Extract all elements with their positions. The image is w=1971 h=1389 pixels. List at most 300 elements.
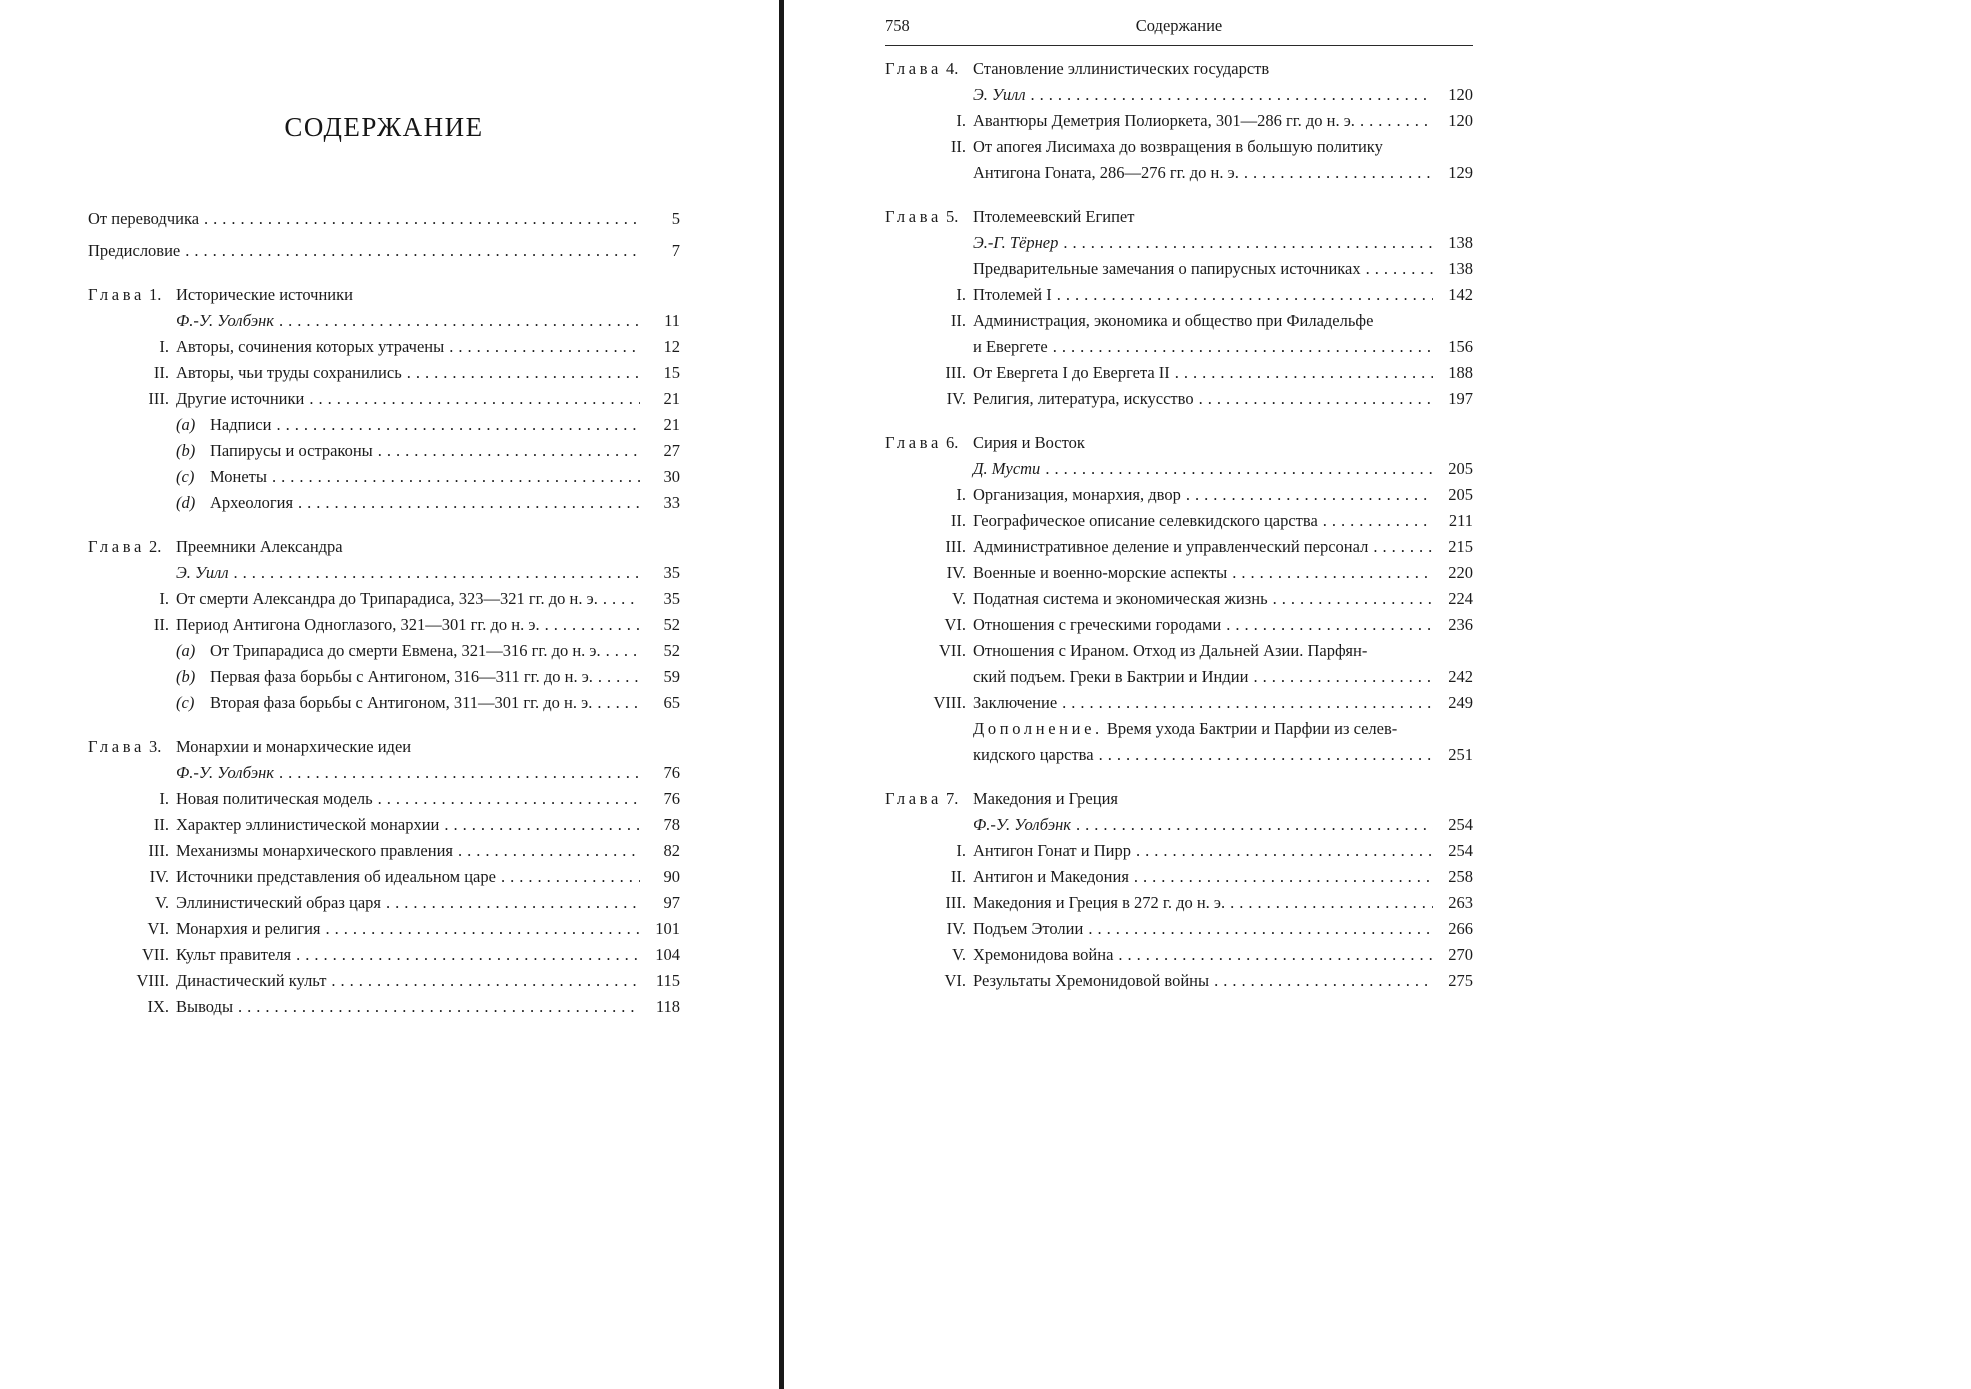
entry-title: Дополнение. Время ухода Бактрии и Парфии из селев- [973, 719, 1398, 738]
entry-title: Авантюры Деметрия Полиоркета, 301—286 гг. до н. э. [973, 111, 1355, 130]
dot-leader [1088, 916, 1433, 942]
toc-line [88, 386, 680, 412]
page-number: 236 [1448, 615, 1473, 634]
section-numeral: V. [952, 589, 966, 608]
section-numeral: I. [956, 285, 966, 304]
section-numeral: III. [945, 893, 966, 912]
dot-leader [444, 812, 640, 838]
indent-spacer [885, 812, 973, 838]
page-number: 12 [663, 337, 680, 356]
page-number: 263 [1448, 893, 1473, 912]
toc-line [88, 238, 680, 264]
chapter-author: Ф.-У. Уолбэнк [973, 815, 1072, 834]
page-number: 5 [671, 209, 680, 228]
dot-leader [458, 838, 640, 864]
toc-entries-left [88, 206, 680, 1020]
toc-line [885, 534, 1473, 560]
chapter-label: Глава 2. [88, 537, 162, 556]
entry-title: Авторы, чьи труды сохранились [176, 363, 402, 382]
toc-line [88, 334, 680, 360]
page-number: 249 [1448, 693, 1473, 712]
page-number: 82 [663, 841, 680, 860]
toc-line [885, 230, 1473, 256]
dot-leader [603, 586, 640, 612]
section-numeral: IX. [147, 997, 169, 1016]
indent-spacer [88, 690, 176, 716]
toc-line [885, 638, 1473, 664]
entry-title: От апогея Лисимаха до возвращения в большую политику [973, 137, 1383, 156]
chapter-author: Ф.-У. Уолбэнк [176, 763, 275, 782]
chapter-word: Глава [885, 433, 942, 452]
toc-line [885, 334, 1473, 360]
dot-leader [1360, 108, 1433, 134]
section-numeral [885, 664, 973, 690]
dot-leader [1323, 508, 1433, 534]
entry-title: Антигон Гонат и Пирр [973, 841, 1131, 860]
toc-line [885, 430, 1473, 456]
entry-title: Административное деление и управленческий персонал [973, 537, 1369, 556]
toc-line [88, 282, 680, 308]
indent-spacer [885, 82, 973, 108]
chapter-word: Глава [88, 737, 145, 756]
toc-line [88, 360, 680, 386]
page-number: 90 [663, 867, 680, 886]
dot-leader [1045, 456, 1433, 482]
section-numeral: I. [159, 337, 169, 356]
chapter-title: Македония и Греция [973, 789, 1119, 808]
page-number: 211 [1448, 511, 1473, 530]
dot-leader [1232, 560, 1433, 586]
entry-title: От Трипарадиса до смерти Евмена, 321—316 гг. до н. э. [210, 641, 601, 660]
page-number: 7 [671, 241, 680, 260]
chapter-word: Глава [885, 207, 942, 226]
entry-title: Религия, литература, искусство [973, 389, 1194, 408]
toc-line [88, 308, 680, 334]
dot-leader [238, 994, 640, 1020]
chapter-title: Становление эллинистических государств [973, 59, 1270, 78]
toc-line [885, 508, 1473, 534]
dot-leader [1273, 586, 1433, 612]
subsection-letter: (a) [176, 415, 196, 434]
section-numeral: II. [950, 137, 966, 156]
toc-line [885, 308, 1473, 334]
page-number: 156 [1448, 337, 1473, 356]
chapter-word: Глава [885, 789, 942, 808]
toc-line [88, 786, 680, 812]
indent-spacer [885, 456, 973, 482]
page-number: 224 [1448, 589, 1473, 608]
entry-title: Военные и военно-морские аспекты [973, 563, 1228, 582]
entry-title: и Евергете [973, 337, 1048, 356]
chapter-title: Птолемеевский Египет [973, 207, 1135, 226]
entry-title: Характер эллинистической монархии [176, 815, 440, 834]
section-numeral: IV. [946, 563, 966, 582]
chapter-word: Глава [88, 285, 145, 304]
section-numeral: II. [153, 363, 169, 382]
dot-leader [1199, 386, 1433, 412]
dot-leader [1253, 664, 1433, 690]
dot-leader [598, 664, 640, 690]
toc-line [88, 612, 680, 638]
toc-line [88, 994, 680, 1020]
toc-line [88, 812, 680, 838]
toc-line [885, 664, 1473, 690]
toc-line [885, 82, 1473, 108]
page-number: 266 [1448, 919, 1473, 938]
page-number: 142 [1448, 285, 1473, 304]
toc-line [885, 282, 1473, 308]
running-head-title: Содержание [1135, 16, 1223, 35]
section-numeral: II. [153, 615, 169, 634]
entry-title: Податная система и экономическая жизнь [973, 589, 1268, 608]
dot-leader [1244, 160, 1433, 186]
entry-title: Подъем Этолии [973, 919, 1084, 938]
dot-leader [1373, 534, 1433, 560]
dot-leader [1063, 230, 1433, 256]
toc-line [88, 206, 680, 232]
page-number: 115 [655, 971, 680, 990]
entry-title: Организация, монархия, двор [973, 485, 1181, 504]
toc-line [885, 482, 1473, 508]
entry-title: Географическое описание селевкидского царства [973, 511, 1318, 530]
dot-leader [272, 464, 640, 490]
indent-spacer [88, 464, 176, 490]
section-numeral: I. [159, 789, 169, 808]
toc-line [885, 716, 1473, 742]
indent-spacer [88, 760, 176, 786]
page-number: 215 [1448, 537, 1473, 556]
entry-title: Источники представления об идеальном царе [176, 867, 496, 886]
indent-spacer [88, 664, 176, 690]
section-numeral: IV. [946, 919, 966, 938]
section-numeral: III. [945, 537, 966, 556]
section-numeral: VII. [141, 945, 169, 964]
section-numeral [885, 334, 973, 360]
dot-leader [1226, 612, 1433, 638]
dot-leader [1136, 838, 1433, 864]
chapter-title: Монархии и монархические идеи [176, 737, 412, 756]
indent-spacer [88, 560, 176, 586]
subsection-letter: (d) [176, 493, 196, 512]
indent-spacer [88, 438, 176, 464]
entry-title: От смерти Александра до Трипарадиса, 323—321 гг. до н. э. [176, 589, 598, 608]
folio-number: 758 [885, 16, 910, 35]
toc-line [88, 560, 680, 586]
section-numeral: III. [148, 841, 169, 860]
toc-line [885, 386, 1473, 412]
toc-line [885, 456, 1473, 482]
page-number: 275 [1448, 971, 1473, 990]
dot-leader [296, 942, 640, 968]
page-number: 118 [655, 997, 680, 1016]
toc-line [885, 968, 1473, 994]
chapter-author: Э.-Г. Тёрнер [973, 233, 1059, 252]
entry-title: Македония и Греция в 272 г. до н. э. [973, 893, 1226, 912]
entry-title: Результаты Хремонидовой войны [973, 971, 1210, 990]
section-numeral: III. [148, 389, 169, 408]
page-number: 188 [1448, 363, 1473, 382]
toc-line [885, 586, 1473, 612]
page-number: 30 [663, 467, 680, 486]
indent-spacer [88, 490, 176, 516]
section-numeral: IV. [149, 867, 169, 886]
page-number: 52 [663, 615, 680, 634]
subsection-letter: (c) [176, 467, 195, 486]
dot-leader [1186, 482, 1433, 508]
chapter-label: Глава 5. [885, 207, 959, 226]
indent-spacer [885, 742, 973, 768]
page-number: 35 [663, 563, 680, 582]
chapter-author: Э. Уилл [973, 85, 1026, 104]
entry-title: Археология [210, 493, 294, 512]
chapter-label: Глава 6. [885, 433, 959, 452]
chapter-label: Глава 4. [885, 59, 959, 78]
page-number: 104 [655, 945, 680, 964]
entry-title: Первая фаза борьбы с Антигоном, 316—311 гг. до н. э. [210, 667, 593, 686]
dot-leader [1134, 864, 1433, 890]
dot-leader [1118, 942, 1433, 968]
toc-line [88, 968, 680, 994]
section-numeral: VI. [944, 615, 966, 634]
indent-spacer [885, 256, 973, 282]
section-numeral: II. [950, 311, 966, 330]
subsection-letter: (c) [176, 693, 195, 712]
dot-leader [279, 308, 640, 334]
dot-leader [378, 786, 640, 812]
page-number: 197 [1448, 389, 1473, 408]
dot-leader [545, 612, 640, 638]
dot-leader [331, 968, 640, 994]
dot-leader [279, 760, 640, 786]
entry-title: ский подъем. Греки в Бактрии и Индии [973, 667, 1249, 686]
entry-title: Династический культ [176, 971, 327, 990]
toc-entries-right [885, 38, 1473, 994]
entry-title: Отношения с греческими городами [973, 615, 1222, 634]
left-page [0, 0, 779, 1389]
indent-spacer [885, 230, 973, 256]
toc-line [885, 916, 1473, 942]
page-number: 129 [1448, 163, 1473, 182]
chapter-title: Преемники Александра [176, 537, 343, 556]
dot-leader [1076, 812, 1433, 838]
section-numeral: I. [159, 589, 169, 608]
toc-title: СОДЕРЖАНИЕ [284, 112, 484, 142]
indent-spacer [88, 638, 176, 664]
toc-line [885, 160, 1473, 186]
entry-title: Другие источники [176, 389, 305, 408]
toc-line [88, 638, 680, 664]
toc-line [88, 734, 680, 760]
page-number: 52 [663, 641, 680, 660]
toc-line [88, 864, 680, 890]
section-numeral: II. [950, 867, 966, 886]
page-number: 242 [1448, 667, 1473, 686]
page-number: 251 [1448, 745, 1473, 764]
entry-title: Период Антигона Одноглазого, 321—301 гг. до н. э. [176, 615, 540, 634]
toc-line [88, 438, 680, 464]
page-number: 21 [663, 389, 680, 408]
toc-line [88, 664, 680, 690]
toc-line [885, 108, 1473, 134]
subsection-letter: (b) [176, 441, 196, 460]
toc-line [88, 916, 680, 942]
section-numeral: I. [956, 485, 966, 504]
toc-line [885, 786, 1473, 812]
entry-title: Выводы [176, 997, 234, 1016]
section-numeral: II. [950, 511, 966, 530]
section-numeral: II. [153, 815, 169, 834]
page-number: 220 [1448, 563, 1473, 582]
entry-title: Новая политическая модель [176, 789, 373, 808]
page-number: 78 [663, 815, 680, 834]
section-numeral: V. [155, 893, 169, 912]
section-numeral: I. [956, 111, 966, 130]
entry-title: Предварительные замечания о папирусных источниках [973, 259, 1361, 278]
toc-line [885, 56, 1473, 82]
dot-leader [1099, 742, 1433, 768]
dot-leader [606, 638, 640, 664]
page-number: 120 [1448, 111, 1473, 130]
dot-leader [1031, 82, 1433, 108]
entry-title: Администрация, экономика и общество при Филадельфе [973, 311, 1374, 330]
chapter-label: Глава 3. [88, 737, 162, 756]
page-number: 59 [663, 667, 680, 686]
page-number: 65 [663, 693, 680, 712]
page-number: 138 [1448, 233, 1473, 252]
toc-line [885, 560, 1473, 586]
toc-line [88, 490, 680, 516]
dot-leader [276, 412, 640, 438]
indent-spacer [885, 716, 973, 742]
page-number: 76 [663, 763, 680, 782]
entry-title: Надписи [210, 415, 272, 434]
toc-line [885, 890, 1473, 916]
dot-leader [407, 360, 640, 386]
entry-title: Заключение [973, 693, 1058, 712]
dot-leader [597, 690, 640, 716]
page-number: 258 [1448, 867, 1473, 886]
entry-title: Отношения с Ираном. Отход из Дальней Азии. Парфян- [973, 641, 1368, 660]
toc-line [885, 360, 1473, 386]
chapter-label: Глава 7. [885, 789, 959, 808]
toc-line [885, 742, 1473, 768]
page-number: 120 [1448, 85, 1473, 104]
section-numeral: VI. [944, 971, 966, 990]
chapter-word: Глава [885, 59, 942, 78]
page-number: 15 [663, 363, 680, 382]
chapter-author: Ф.-У. Уолбэнк [176, 311, 275, 330]
page-number: 254 [1448, 815, 1473, 834]
addendum-word: Дополнение. [973, 719, 1103, 738]
page-number: 27 [663, 441, 680, 460]
chapter-title: Сирия и Восток [973, 433, 1085, 452]
chapter-title: Исторические источники [176, 285, 353, 304]
toc-line [885, 864, 1473, 890]
section-numeral [885, 160, 973, 186]
indent-spacer [88, 412, 176, 438]
entry-title: От переводчика [88, 209, 200, 228]
page-number: 76 [663, 789, 680, 808]
toc-line [885, 812, 1473, 838]
dot-leader [386, 890, 640, 916]
dot-leader [501, 864, 640, 890]
page-number: 35 [663, 589, 680, 608]
entry-title: Вторая фаза борьбы с Антигоном, 311—301 гг. до н. э. [210, 693, 593, 712]
entry-title: Монархия и религия [176, 919, 321, 938]
chapter-word: Глава [88, 537, 145, 556]
toc-line [88, 586, 680, 612]
dot-leader [1366, 256, 1433, 282]
page-number: 11 [664, 311, 680, 330]
entry-title: Антигон и Македония [973, 867, 1129, 886]
dot-leader [298, 490, 640, 516]
dot-leader [204, 206, 640, 232]
toc-line [88, 534, 680, 560]
page-number: 101 [655, 919, 680, 938]
dot-leader [1057, 282, 1433, 308]
toc-line [885, 204, 1473, 230]
dot-leader [378, 438, 640, 464]
dot-leader [1062, 690, 1433, 716]
page-number: 270 [1448, 945, 1473, 964]
subsection-letter: (b) [176, 667, 196, 686]
chapter-author: Д. Мусти [973, 459, 1041, 478]
toc-line [88, 412, 680, 438]
dot-leader [234, 560, 640, 586]
page-number: 205 [1448, 485, 1473, 504]
section-numeral: III. [945, 363, 966, 382]
dot-leader [1214, 968, 1433, 994]
section-numeral: VIII. [933, 693, 966, 712]
entry-title: Эллинистический образ царя [176, 893, 382, 912]
dot-leader [449, 334, 640, 360]
page-number: 97 [663, 893, 680, 912]
toc-line [88, 942, 680, 968]
entry-title: От Евергета I до Евергета II [973, 363, 1170, 382]
toc-line [885, 942, 1473, 968]
entry-title: Папирусы и остраконы [210, 441, 373, 460]
toc-line [885, 838, 1473, 864]
page-number: 21 [663, 415, 680, 434]
dot-leader [309, 386, 640, 412]
entry-title: Предисловие [88, 241, 181, 260]
toc-line [88, 890, 680, 916]
section-numeral: VII. [938, 641, 966, 660]
dot-leader [1230, 890, 1433, 916]
toc-line [88, 838, 680, 864]
page-number: 138 [1448, 259, 1473, 278]
right-page [784, 0, 1971, 1389]
page-number: 254 [1448, 841, 1473, 860]
chapter-label: Глава 1. [88, 285, 162, 304]
dot-leader [1175, 360, 1433, 386]
entry-title: Антигона Гоната, 286—276 гг. до н. э. [973, 163, 1239, 182]
section-numeral: VI. [147, 919, 169, 938]
entry-title: Механизмы монархического правления [176, 841, 453, 860]
entry-title: кидского царства [973, 745, 1094, 764]
toc-line [885, 256, 1473, 282]
entry-title: Авторы, сочинения которых утрачены [176, 337, 445, 356]
section-numeral: I. [956, 841, 966, 860]
toc-line [885, 690, 1473, 716]
entry-title: Монеты [210, 467, 267, 486]
entry-title: Птолемей I [973, 285, 1052, 304]
indent-spacer [88, 308, 176, 334]
page-number: 205 [1448, 459, 1473, 478]
entry-title: Культ правителя [176, 945, 292, 964]
entry-title: Хремонидова война [973, 945, 1114, 964]
dot-leader [1053, 334, 1433, 360]
